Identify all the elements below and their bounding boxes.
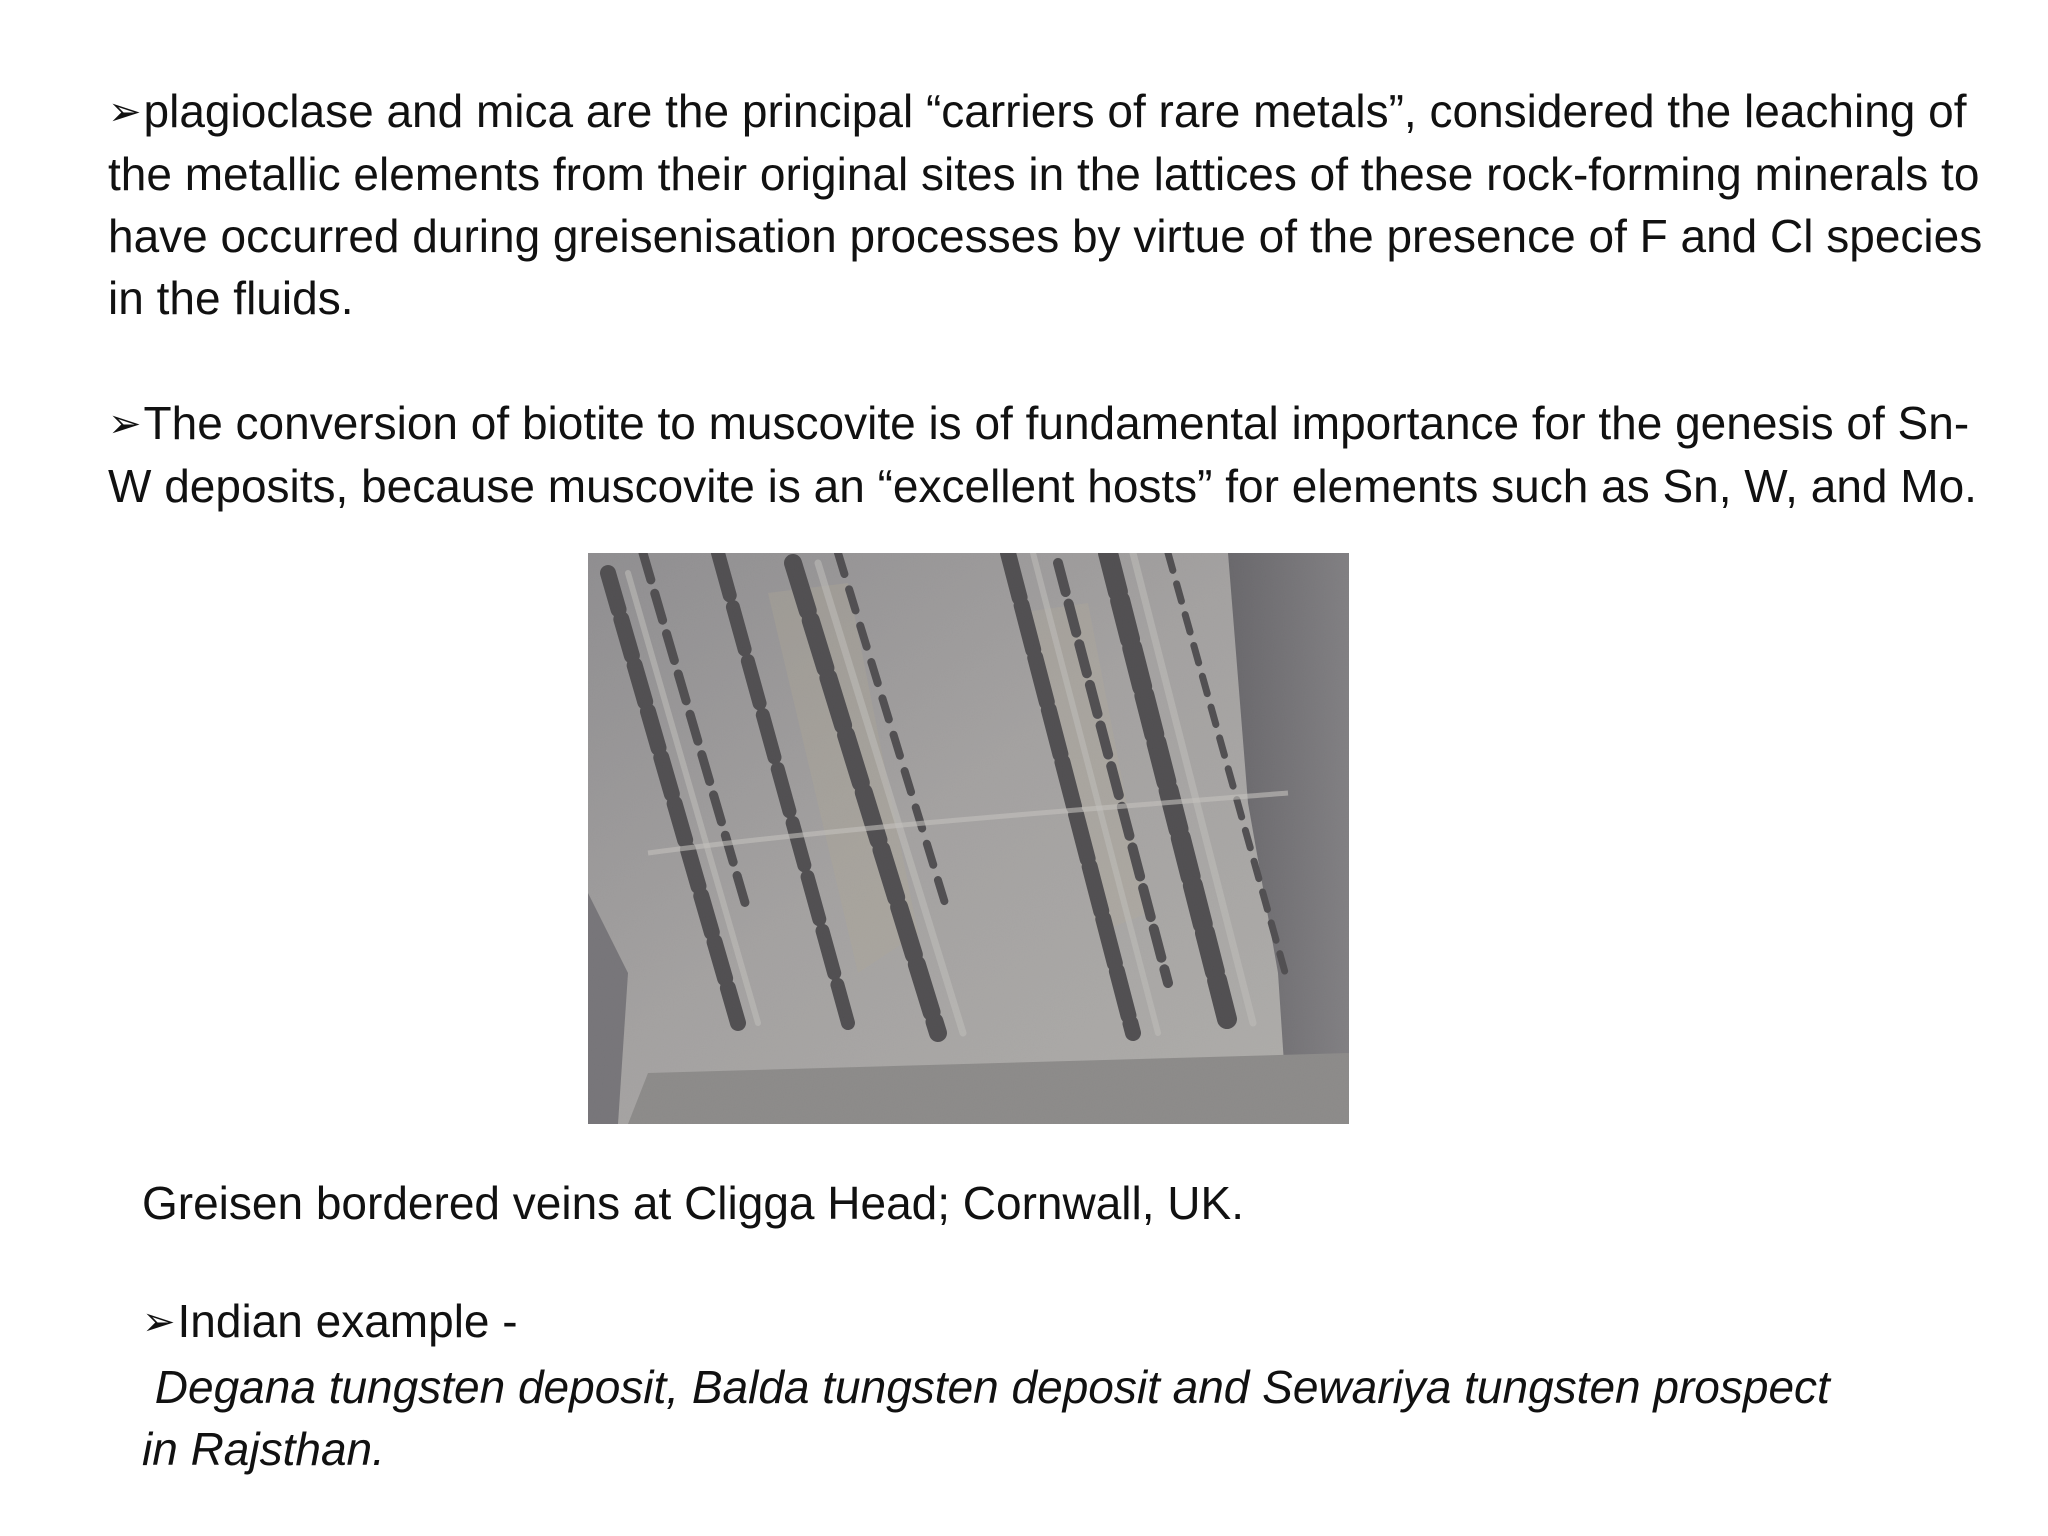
paragraph-text: plagioclase and mica are the principal “carriers of rare metals”, considered the leaching of the metallic elements from their original sites in the lattices of these rock-forming minerals to have occurred during greisenisation processes by virtue of the presence of F and Cl species in the fluids.	[108, 85, 1983, 324]
bullet-paragraph-rare-metals	[108, 80, 1988, 329]
greisen-veins-photo	[588, 553, 1349, 1124]
deposits-line-2: in Rajsthan.	[142, 1423, 385, 1475]
bullet-paragraph-biotite-conversion	[108, 392, 1988, 517]
arrow-bullet-icon: ➢	[108, 401, 142, 447]
indian-example-heading	[142, 1290, 1542, 1353]
indian-example-label: Indian example -	[177, 1295, 518, 1347]
arrow-bullet-icon: ➢	[142, 1299, 176, 1345]
indian-example-deposits	[142, 1356, 1942, 1480]
deposits-line-1: Degana tungsten deposit, Balda tungsten deposit and Sewariya tungsten prospect	[142, 1361, 1830, 1413]
arrow-bullet-icon: ➢	[108, 89, 142, 135]
figure-caption: Greisen bordered veins at Cligga Head; Cornwall, UK.	[142, 1177, 1244, 1229]
paragraph-text: The conversion of biotite to muscovite is of fundamental importance for the genesis of Sn-W deposits, because muscovite is an “excellent hosts” for elements such as Sn, W, and Mo.	[108, 397, 1977, 512]
